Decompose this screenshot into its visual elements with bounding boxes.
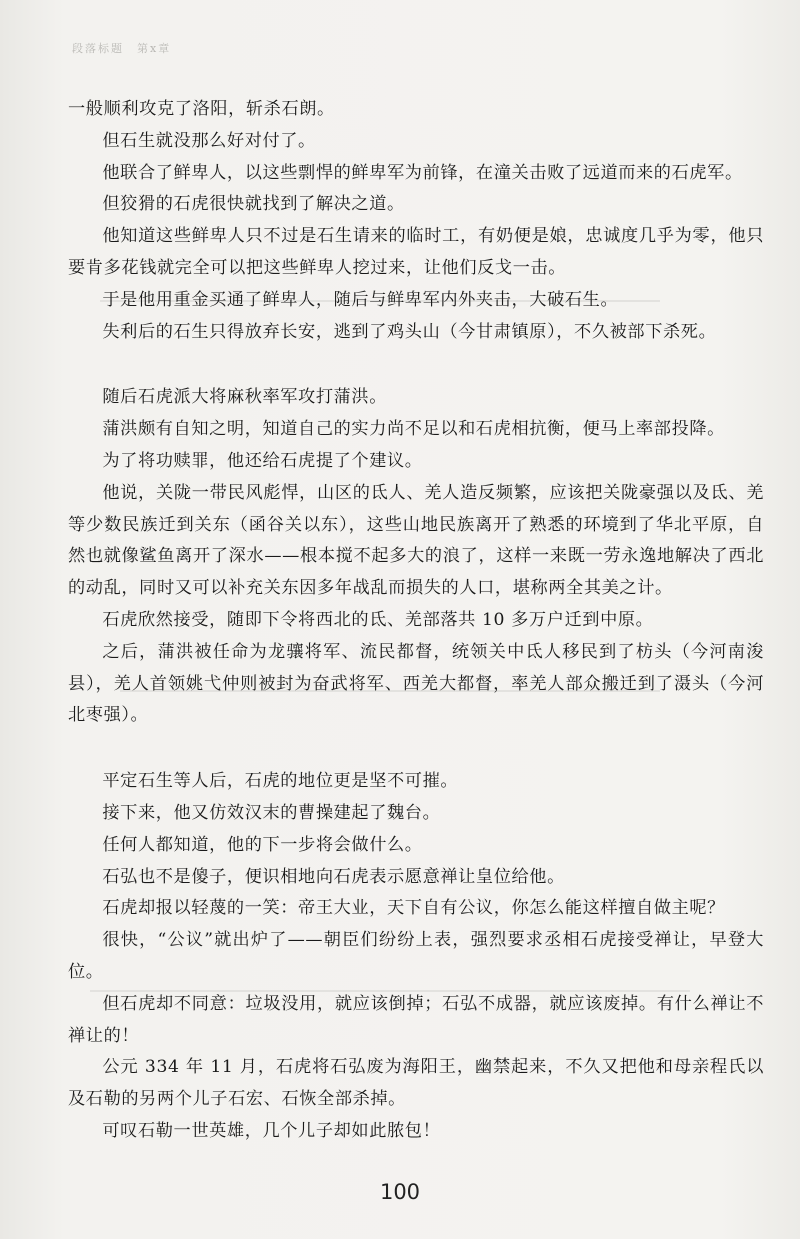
paragraph: 为了将功赎罪，他还给石虎提了个建议。: [102, 450, 423, 471]
paragraph: 随后石虎派大将麻秋率军攻打蒲洪。: [102, 387, 387, 408]
paragraph: 接下来，他又仿效汉末的曹操建起了魏台。: [102, 802, 441, 823]
paragraph: 公元 334 年 11 月，石虎将石弘废为海阳王，幽禁起来，不久又把他和母亲程氏以及石勒的另两个儿子石宏、石恢全部杀掉。: [68, 1057, 764, 1110]
paragraph: 很快，“公议”就出炉了——朝臣们纷纷上表，强烈要求丞相石虎接受禅让，早登大位。: [68, 930, 764, 982]
paragraph: 石虎欣然接受，随即下令将西北的氐、羌部落共 10 多万户迁到中原。: [102, 609, 654, 630]
running-head: 段落标题 第x章: [72, 42, 172, 55]
paragraph: 平定石生等人后，石虎的地位更是坚不可摧。: [102, 771, 459, 792]
paragraph: 但狡猾的石虎很快就找到了解决之道。: [102, 194, 405, 215]
paragraph: 但石虎却不同意：垃圾没用，就应该倒掉；石弘不成器，就应该废掉。有什么禅让不禅让的！: [68, 993, 764, 1046]
paragraph: 于是他用重金买通了鲜卑人，随后与鲜卑军内外夹击，大破石生。: [102, 289, 619, 310]
paragraph: 石虎却报以轻蔑的一笑：帝王大业，天下自有公议，你怎么能这样擅自做主呢？: [102, 898, 725, 919]
paragraph: 失利后的石生只得放弃长安，逃到了鸡头山（今甘肃镇原），不久被部下杀死。: [102, 321, 717, 342]
paragraph: 他联合了鲜卑人，以这些剽悍的鲜卑军为前锋，在潼关击败了远道而来的石虎军。: [102, 162, 743, 183]
paragraph: 石弘也不是傻子，便识相地向石虎表示愿意禅让皇位给他。: [102, 866, 565, 887]
paragraph: 他知道这些鲜卑人只不过是石生请来的临时工，有奶便是娘，忠诚度几乎为零，他只要肯多花钱就完全可以把这些鲜卑人挖过来，让他们反戈一击。: [68, 226, 764, 278]
paragraph: 之后，蒲洪被任命为龙骧将军、流民都督，统领关中氐人移民到了枋头（今河南浚县），羌人首领姚弋仲则被封为奋武将军、西羌大都督，率羌人部众搬迁到了滠头（今河北枣强）。: [68, 641, 764, 726]
paragraph: 任何人都知道，他的下一步将会做什么。: [102, 834, 423, 855]
paragraph: 他说，关陇一带民风彪悍，山区的氐人、羌人造反频繁，应该把关陇豪强以及氐、羌等少数民族迁到关东（函谷关以东），这些山地民族离开了熟悉的环境到了华北平原，自然也就像鲨鱼离开了深水——根本搅不起多大的浪了，这样一来既一劳永逸地解决了西北的动乱，同时又可以补充关东因多年战乱而损失的人口，堪称两全其美之计。: [68, 482, 764, 599]
page-number: 100: [379, 1180, 421, 1204]
paragraph: 一般顺利攻克了洛阳，斩杀石朗。: [68, 99, 335, 119]
paragraph: 但石生就没那么好对付了。: [102, 130, 316, 151]
page-body: [68, 94, 764, 1148]
paragraph: 可叹石勒一世英雄，几个儿子却如此脓包！: [102, 1120, 441, 1141]
paragraph: 蒲洪颇有自知之明，知道自己的实力尚不足以和石虎相抗衡，便马上率部投降。: [102, 419, 725, 440]
